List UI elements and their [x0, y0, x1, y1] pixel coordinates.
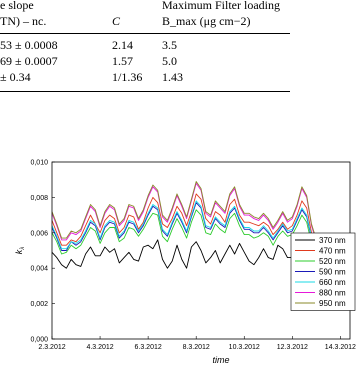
- y-tick-label: 0,010: [30, 159, 48, 167]
- table-cell-r2c2: 1.57: [112, 54, 133, 68]
- legend-label: 660 nm: [319, 277, 346, 287]
- series-line-370-nm: [52, 240, 316, 268]
- table-header-bmax: B_max (μg cm−2): [162, 14, 251, 28]
- table-cell-r3c2: 1/1.36: [112, 70, 143, 84]
- y-tick-label: 0,004: [30, 265, 48, 273]
- y-tick-label: 0,000: [30, 336, 48, 344]
- x-tick-label: 14.3.2012: [324, 344, 356, 351]
- table-cell-r1c2: 2.14: [112, 38, 133, 52]
- table-header-slope: e slope: [0, 0, 34, 12]
- k-lambda-chart: [0, 120, 358, 372]
- legend-label: 950 nm: [319, 298, 346, 308]
- y-tick-label: 0,008: [30, 194, 48, 202]
- x-axis-label: time: [212, 355, 230, 365]
- x-tick-label: 12.3.2012: [276, 344, 308, 351]
- x-tick-label: 6.3.2012: [134, 344, 162, 351]
- x-axis-ticks: [38, 336, 356, 351]
- series-lines: [52, 182, 316, 269]
- y-tick-label: 0,006: [30, 230, 48, 238]
- parameter-table: [0, 0, 358, 100]
- legend: [291, 233, 355, 311]
- legend-label: 520 nm: [319, 256, 346, 266]
- table-cell-r1c3: 3.5: [162, 38, 177, 52]
- legend-label: 590 nm: [319, 267, 346, 277]
- table-header-max-filter: Maximum Filter loading: [162, 0, 280, 12]
- y-axis-label: [14, 247, 26, 255]
- y-axis-ticks: [30, 160, 55, 344]
- table-cell-r1c1: 53 ± 0.0008: [0, 38, 58, 52]
- x-tick-label: 2.3.2012: [38, 344, 66, 351]
- y-tick-label: 0,002: [30, 301, 48, 309]
- x-tick-label: 8.3.2012: [182, 344, 210, 351]
- legend-label: 370 nm: [319, 235, 346, 245]
- x-tick-label: 4.3.2012: [86, 344, 114, 351]
- table-cell-r2c1: 69 ± 0.0007: [0, 54, 58, 68]
- table-cell-r2c3: 5.0: [162, 54, 177, 68]
- table-cell-r3c3: 1.43: [162, 70, 183, 84]
- table-rule-bottom: [0, 91, 290, 92]
- y-axis-label-subscript: λ: [20, 246, 26, 250]
- table-header-tn: TN) – nc.: [0, 14, 47, 28]
- table-rule-mid: [0, 33, 290, 34]
- x-tick-label: 10.3.2012: [228, 344, 260, 351]
- table-cell-r3c1: ± 0.34: [0, 70, 31, 84]
- legend-label: 470 nm: [319, 246, 346, 256]
- table-header-c: C: [112, 14, 121, 28]
- y-axis-label-base: k: [14, 249, 24, 255]
- legend-label: 880 nm: [319, 288, 346, 298]
